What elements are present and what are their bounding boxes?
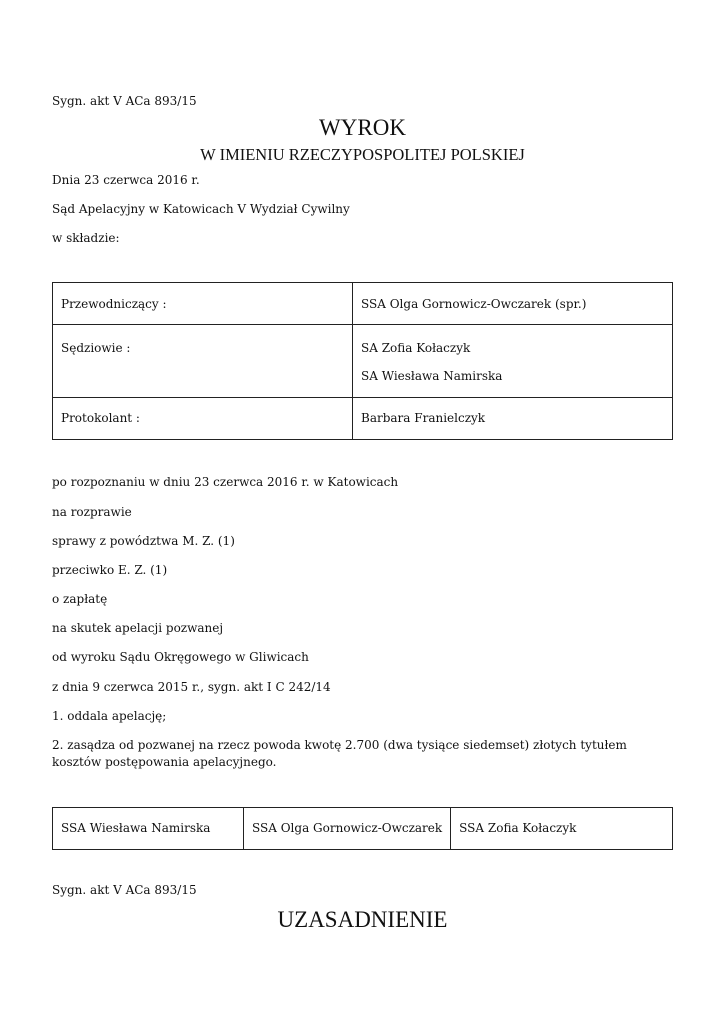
judge-name: SA Zofia Kołaczyk <box>361 341 471 355</box>
judges-label: Sędziowie : <box>53 325 353 398</box>
judgment-date: Dnia 23 czerwca 2016 r. <box>52 173 200 187</box>
proceedings-line: na skutek apelacji pozwanej <box>52 621 224 635</box>
proceedings-line: o zapłatę <box>52 592 108 606</box>
composition-label: w składzie: <box>52 231 120 245</box>
court-name: Sąd Apelacyjny w Katowicach V Wydział Cywilny <box>52 202 350 216</box>
case-signature: Sygn. akt V ACa 893/15 <box>52 883 197 897</box>
proceedings-line: od wyroku Sądu Okręgowego w Gliwicach <box>52 650 309 664</box>
chair-name: SSA Olga Gornowicz-Owczarek (spr.) <box>353 283 673 325</box>
ruling-point: 1. oddala apelację; <box>52 709 167 723</box>
table-row <box>53 283 673 325</box>
case-signature: Sygn. akt V ACa 893/15 <box>52 94 197 108</box>
proceedings-line: przeciwko E. Z. (1) <box>52 563 168 577</box>
judge-name: SA Wiesława Namirska <box>361 369 503 383</box>
justification-title: UZASADNIENIE <box>277 907 448 932</box>
table-row <box>53 325 673 398</box>
signature-cell: SSA Wiesława Namirska <box>53 808 244 850</box>
proceedings-line: po rozpoznaniu w dniu 23 czerwca 2016 r. w Katowicach <box>52 475 399 489</box>
ruling-point: 2. zasądza od pozwanej na rzecz powoda kwotę 2.700 (dwa tysiące siedemset) złotych tytułem kosztów postępowania apelacyjnego. <box>52 738 627 769</box>
clerk-label: Protokolant : <box>53 398 353 440</box>
composition-table <box>52 282 673 440</box>
document-subtitle: W IMIENIU RZECZYPOSPOLITEJ POLSKIEJ <box>200 145 525 164</box>
table-row <box>53 398 673 440</box>
proceedings-line: na rozprawie <box>52 505 132 519</box>
signature-cell: SSA Zofia Kołaczyk <box>451 808 673 850</box>
proceedings-line: sprawy z powództwa M. Z. (1) <box>52 534 235 548</box>
table-row <box>53 808 673 850</box>
chair-label: Przewodniczący : <box>53 283 353 325</box>
document-title: WYROK <box>319 115 406 140</box>
clerk-name: Barbara Franielczyk <box>353 398 673 440</box>
judges-cell <box>353 325 673 398</box>
signature-cell: SSA Olga Gornowicz-Owczarek <box>244 808 451 850</box>
proceedings-line: z dnia 9 czerwca 2015 r., sygn. akt I C 242/14 <box>52 680 331 694</box>
signatures-table <box>52 807 673 850</box>
